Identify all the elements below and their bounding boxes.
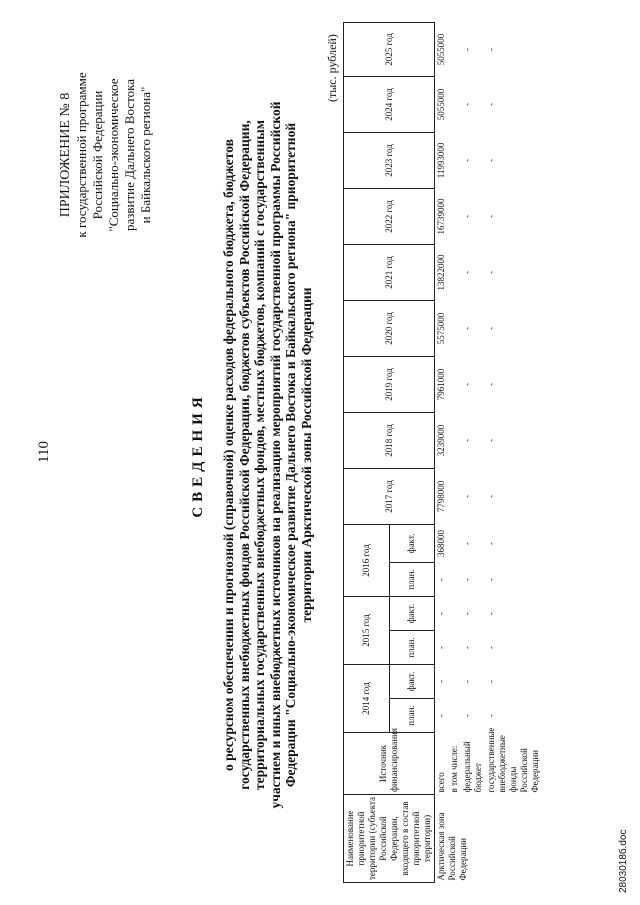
value-cell: - bbox=[486, 680, 496, 683]
header-territory: Наименование приоритетной территории (субъекта Российской Федерации, входящего в состав приоритетной территории) bbox=[344, 795, 435, 883]
value-cell bbox=[448, 188, 461, 244]
value-cell: - bbox=[436, 680, 446, 683]
value-cell: - bbox=[486, 438, 496, 442]
territory-cell: Арктическая зона Российской Федерации bbox=[436, 812, 468, 881]
appendix-line: "Социально-экономическое bbox=[106, 78, 121, 232]
value-cell: - bbox=[462, 714, 472, 717]
header-year: 2017 год bbox=[344, 468, 435, 524]
value-cell: 16739000 bbox=[436, 198, 446, 235]
units-label: (тыс. рублей) bbox=[325, 34, 339, 102]
header-plan: план. bbox=[389, 562, 435, 596]
value-cell: - bbox=[486, 714, 496, 717]
value-cell: 7961000 bbox=[436, 368, 446, 401]
value-cell: - bbox=[462, 326, 472, 330]
header-plan: план. bbox=[389, 630, 435, 664]
value-cell: 368000 bbox=[436, 529, 446, 557]
value-cell bbox=[448, 524, 461, 562]
source-cell: в том числе: bbox=[449, 745, 459, 793]
value-cell: - bbox=[462, 494, 472, 498]
value-cell: 5055000 bbox=[436, 88, 446, 121]
value-cell bbox=[448, 412, 461, 468]
value-cell: - bbox=[436, 714, 446, 717]
header-year: 2024 год bbox=[344, 76, 435, 132]
value-cell bbox=[448, 300, 461, 356]
table-row bbox=[448, 22, 461, 882]
value-cell: 13822000 bbox=[436, 254, 446, 291]
table-row bbox=[485, 22, 542, 882]
source-cell: государственные внебюджетные фонды Российской Федерации bbox=[486, 727, 540, 793]
value-cell: - bbox=[486, 158, 496, 162]
value-cell: - bbox=[486, 47, 496, 51]
header-year-2015: 2015 год bbox=[344, 596, 390, 664]
value-cell bbox=[448, 22, 461, 76]
value-cell: - bbox=[486, 494, 496, 498]
value-cell: - bbox=[436, 577, 446, 581]
header-year: 2018 год bbox=[344, 412, 435, 468]
header-fact: факт. bbox=[389, 664, 435, 698]
document-code: 2803018б.doc bbox=[618, 829, 629, 893]
header-year: 2019 год bbox=[344, 356, 435, 412]
value-cell: - bbox=[436, 645, 446, 649]
value-cell: - bbox=[462, 680, 472, 683]
value-cell: - bbox=[486, 270, 496, 274]
value-cell: - bbox=[462, 611, 472, 615]
value-cell: - bbox=[462, 541, 472, 545]
value-cell: - bbox=[462, 47, 472, 51]
header-fact: факт. bbox=[389, 596, 435, 630]
value-cell: 5055000 bbox=[436, 33, 446, 66]
value-cell bbox=[448, 664, 461, 698]
header-year-2016: 2016 год bbox=[344, 524, 390, 596]
appendix-title: ПРИЛОЖЕНИЕ № 8 bbox=[58, 92, 73, 218]
value-cell bbox=[448, 699, 461, 733]
appendix-line: развитие Дальнего Востока bbox=[122, 79, 137, 231]
value-cell: - bbox=[486, 645, 496, 649]
header-year-2014: 2014 год bbox=[344, 664, 390, 732]
value-cell: - bbox=[462, 102, 472, 106]
value-cell bbox=[448, 132, 461, 188]
value-cell bbox=[448, 468, 461, 524]
header-year: 2023 год bbox=[344, 132, 435, 188]
header-year: 2022 год bbox=[344, 188, 435, 244]
value-cell: - bbox=[486, 541, 496, 545]
funding-table bbox=[343, 22, 542, 883]
value-cell: - bbox=[486, 611, 496, 615]
value-cell: - bbox=[462, 438, 472, 442]
header-year: 2021 год bbox=[344, 244, 435, 300]
value-cell bbox=[448, 596, 461, 630]
source-cell: всего bbox=[436, 772, 446, 793]
value-cell: - bbox=[486, 214, 496, 218]
heading-body: о ресурсном обеспечении и прогнозной (справочной) оценке расходов федерального бюджета, бюджетов государственных внебюджетных фондов Российской Федерации, бюджетов субъектов Российской Федерации, территориальных государственных внебюджетных фондов, местных бюджетов, компаний с государственным участием и иных внебюджетных источников на реализацию мероприятий государственной программы Российской Федерации "Социально-экономическое развитие Дальнего Востока и Байкальского региона" приоритетной территории Арктической зоны Российской Федерации bbox=[221, 101, 314, 809]
value-cell bbox=[448, 356, 461, 412]
value-cell: - bbox=[462, 577, 472, 581]
header-year: 2025 год bbox=[344, 22, 435, 76]
value-cell bbox=[448, 244, 461, 300]
page-number: 110 bbox=[36, 441, 52, 463]
header-source: Источник финансирования bbox=[344, 733, 435, 795]
table-row bbox=[461, 22, 485, 882]
value-cell: - bbox=[462, 645, 472, 649]
value-cell: 5575000 bbox=[436, 312, 446, 345]
value-cell: 11993000 bbox=[436, 142, 446, 179]
appendix-line: к государственной программе bbox=[74, 72, 89, 238]
value-cell: - bbox=[462, 158, 472, 162]
value-cell: - bbox=[486, 102, 496, 106]
appendix-line: и Байкальского региона" bbox=[138, 86, 153, 224]
value-cell: - bbox=[486, 326, 496, 330]
value-cell bbox=[448, 562, 461, 596]
value-cell: - bbox=[462, 214, 472, 218]
value-cell bbox=[448, 630, 461, 664]
value-cell: - bbox=[486, 382, 496, 386]
value-cell bbox=[448, 76, 461, 132]
value-cell: 3239000 bbox=[436, 424, 446, 457]
value-cell: - bbox=[486, 577, 496, 581]
heading-word: СВЕДЕНИЯ bbox=[190, 392, 206, 518]
header-fact: факт. bbox=[389, 524, 435, 562]
header-year: 2020 год bbox=[344, 300, 435, 356]
value-cell: - bbox=[462, 382, 472, 386]
document-heading bbox=[190, 55, 314, 855]
table-row bbox=[435, 22, 449, 882]
value-cell: - bbox=[436, 611, 446, 615]
source-cell: федеральный бюджет bbox=[462, 741, 483, 793]
appendix-line: Российской Федерации bbox=[90, 90, 105, 220]
header-plan: план. bbox=[389, 699, 435, 733]
value-cell: - bbox=[462, 270, 472, 274]
value-cell: 7798000 bbox=[436, 480, 446, 513]
appendix-block bbox=[58, 55, 154, 255]
